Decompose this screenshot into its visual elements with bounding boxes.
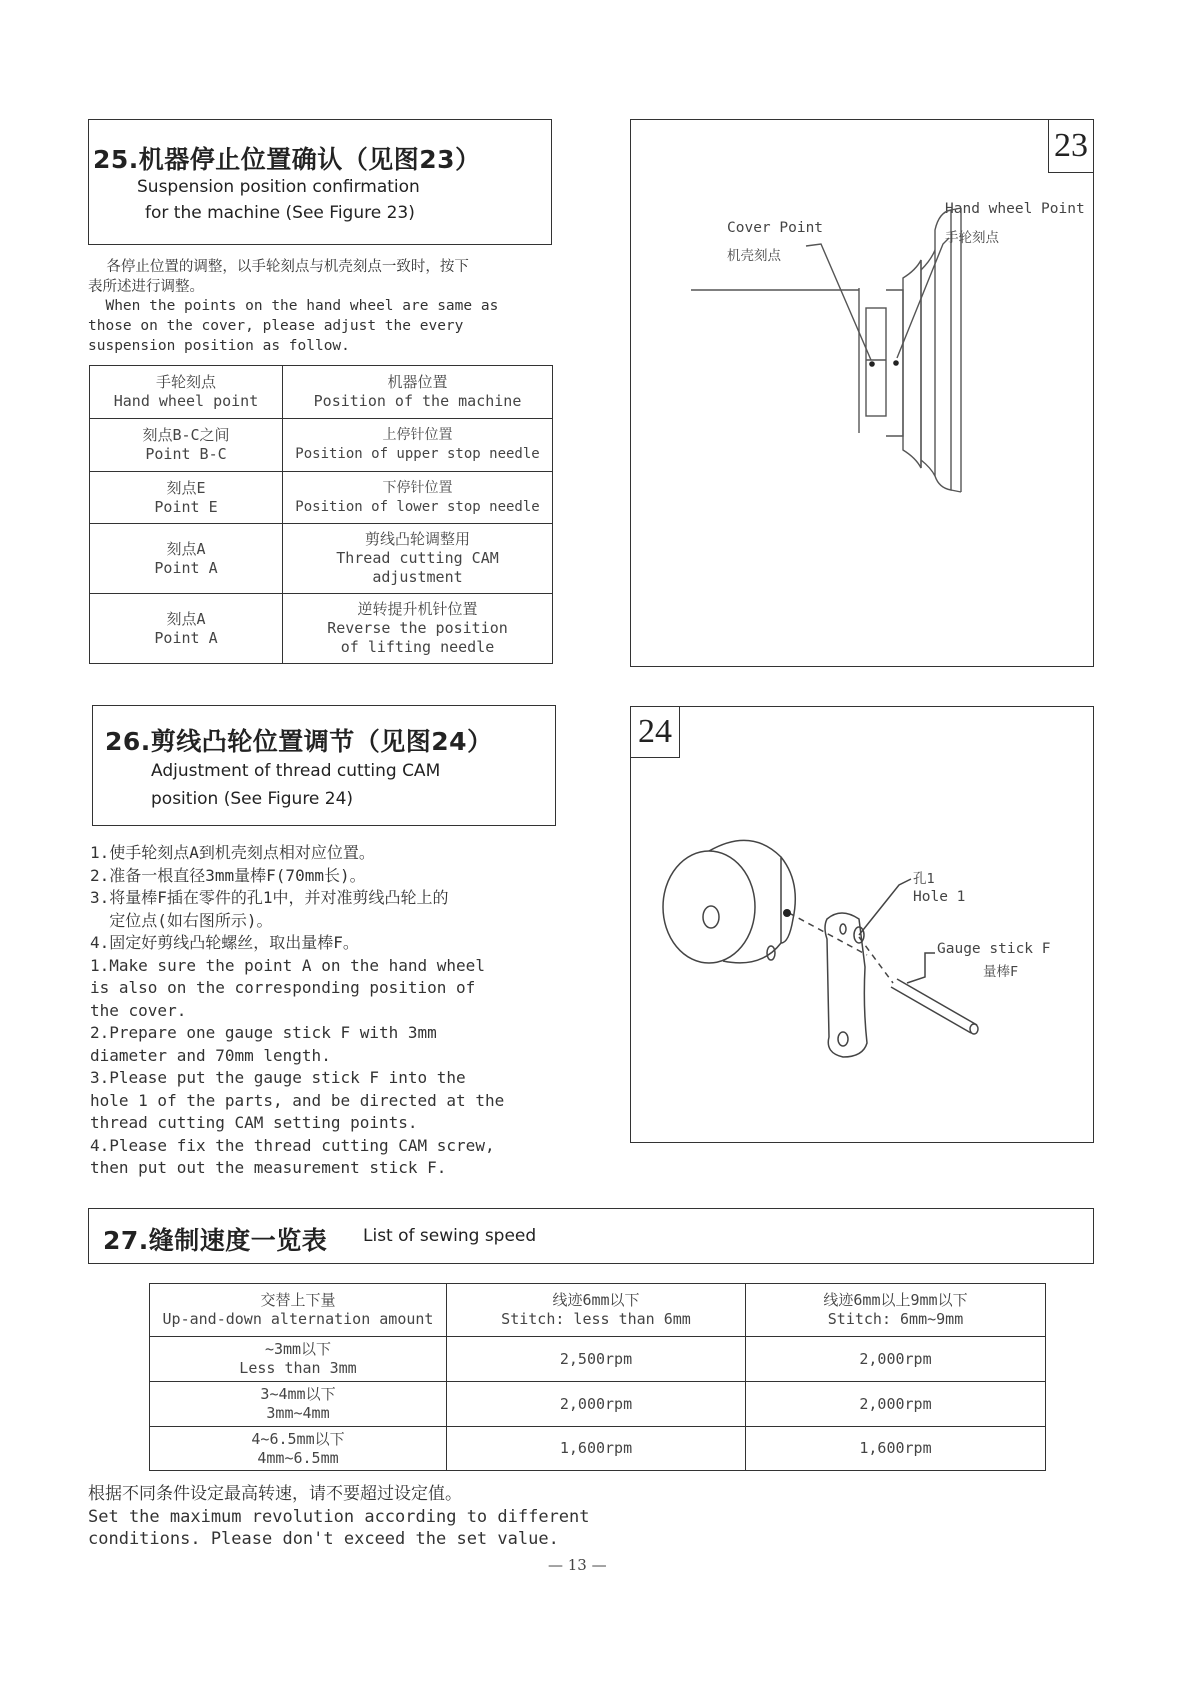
gauge-stick-label-cn: 量棒F [983,964,1019,980]
cell-cn: 下停针位置 [382,479,453,496]
speed-cell: 2,000rpm [746,1382,1046,1427]
instruction-line: 4.固定好剪线凸轮螺丝，取出量棒F。 [90,933,359,952]
section-25-header-box [88,119,552,245]
speed-cell: 2,500rpm [447,1337,746,1382]
table-cell [283,524,553,594]
header-cell-en: Position of the machine [313,392,522,410]
instruction-line: 定位点(如右图所示)。 [90,910,273,930]
cell-en: Position of upper stop needle [295,446,540,462]
table-cell [283,419,553,472]
table-cell [90,524,283,594]
cell-en: Point A [154,558,218,577]
cell-en: Position of lower stop needle [295,498,540,515]
cell-en: Reverse the position [327,619,508,637]
table-row [150,1382,1046,1427]
cell-en: Point B-C [145,445,227,463]
stop-position-table [89,365,553,664]
section-25-title: 25.机器停止位置确认（见图23） [93,145,481,174]
header-cell-en: Hand wheel point [113,392,259,410]
hand-wheel-drawing [631,120,1093,666]
table-row [150,1337,1046,1382]
cell-cn: 3~4mm以下 [260,1385,336,1403]
table-row [90,594,553,664]
hole-1-label-cn: 孔1 [913,871,935,887]
instruction-line: is also on the corresponding position of [90,978,476,997]
cell-cn: 刻点E [166,478,206,497]
figure-24-number: 24 [630,706,680,758]
section-27-subtitle: List of sewing speed [363,1226,537,1246]
cell-cn: ~3mm以下 [264,1340,332,1358]
table-cell [150,1337,447,1382]
section-25-intro-en-2: those on the cover, please adjust the every [88,318,464,334]
table-cell [283,594,553,664]
figure-23-frame [630,119,1094,667]
instruction-line: 2.Prepare one gauge stick F with 3mm [90,1023,437,1042]
cell-en-2: adjustment [372,568,463,586]
cell-en-2: of lifting needle [340,638,495,656]
section-25-subtitle-1: Suspension position confirmation [137,177,420,197]
speed-note-en-2: conditions. Please don't exceed the set value. [88,1529,559,1549]
instruction-line: thread cutting CAM setting points. [90,1113,418,1132]
section-26-subtitle-2: position (See Figure 24) [151,789,354,809]
cell-en: 4mm~6.5mm [257,1448,339,1467]
cell-en: 3mm~4mm [266,1404,330,1422]
table-cell [283,472,553,524]
hand-wheel-point-label-en: Hand wheel Point [945,201,1085,217]
instruction-line: hole 1 of the parts, and be directed at the [90,1090,505,1110]
speed-note-en-1: Set the maximum revolution according to different [88,1507,590,1527]
header-stitch-6-9mm [746,1284,1046,1337]
header-cell-cn: 交替上下量 [260,1291,336,1309]
header-alternation-amount [150,1284,447,1337]
section-25-intro-cn-2: 表所述进行调整。 [88,279,204,295]
cover-point-label-cn: 机壳刻点 [727,248,781,264]
cell-en: Point E [154,497,218,516]
speed-cell: 1,600rpm [447,1427,746,1471]
cell-cn: 逆转提升机针位置 [357,600,478,618]
instruction-line: the cover. [90,1000,187,1020]
speed-cell: 2,000rpm [746,1337,1046,1382]
instruction-line: 1.使手轮刻点A到机壳刻点相对应位置。 [90,843,375,862]
table-header-row [150,1284,1046,1337]
section-27-header-box [88,1208,1094,1264]
header-cell-cn: 手轮刻点 [155,373,216,391]
cell-cn: 刻点A [166,609,206,628]
speed-note-cn: 根据不同条件设定最高转速，请不要超过设定值。 [88,1484,462,1504]
header-hand-wheel-point [90,366,283,419]
header-cell-cn: 机器位置 [387,373,448,391]
table-header-row [90,366,553,419]
cell-cn: 剪线凸轮调整用 [364,530,470,548]
header-cell-en: Up-and-down alternation amount [162,1310,434,1328]
section-26-subtitle-1: Adjustment of thread cutting CAM [151,761,441,781]
table-cell [150,1427,447,1471]
section-26-instructions [90,842,504,1180]
section-26-title: 26.剪线凸轮位置调节（见图24） [105,727,493,756]
instruction-line: 3.将量棒F插在零件的孔1中，并对准剪线凸轮上的 [90,888,449,907]
hand-wheel-point-label-cn: 手轮刻点 [945,230,999,246]
header-stitch-less-6mm [447,1284,746,1337]
cell-cn: 4~6.5mm以下 [251,1429,345,1448]
cell-cn: 上停针位置 [382,427,453,443]
cell-cn: 刻点B-C之间 [142,426,230,444]
header-cell-cn: 线迹6mm以下 [552,1291,640,1309]
instruction-line: 3.Please put the gauge stick F into the [90,1068,466,1087]
figure-24-frame [630,706,1094,1143]
section-25-intro-en-1: When the points on the hand wheel are same as [88,298,499,314]
cell-en: Thread cutting CAM [336,549,499,567]
header-cell-cn: 线迹6mm以上9mm以下 [823,1291,968,1309]
instruction-line: 2.准备一根直径3mm量棒F(70mm长)。 [90,865,366,885]
header-cell-en: Stitch: 6mm~9mm [827,1310,964,1328]
table-row [90,472,553,524]
instruction-line: 1.Make sure the point A on the hand wheel [90,955,485,975]
speed-cell: 2,000rpm [447,1382,746,1427]
table-row [90,524,553,594]
section-25-subtitle-2: for the machine (See Figure 23) [145,203,415,223]
section-27-title: 27.缝制速度一览表 [103,1226,328,1255]
section-25-intro-cn-1: 各停止位置的调整，以手轮刻点与机壳刻点一致时，按下 [88,259,469,275]
cell-cn: 刻点A [166,539,206,558]
instruction-line: 4.Please fix the thread cutting CAM screw, [90,1135,495,1155]
cell-en: Point A [154,628,218,647]
figure-23-number: 23 [1048,119,1094,173]
table-cell [90,594,283,664]
section-25-intro-en-3: suspension position as follow. [88,338,350,354]
header-machine-position [283,366,553,419]
table-row [150,1427,1046,1471]
thread-cutting-cam-drawing [631,707,1093,1142]
table-cell [150,1382,447,1427]
table-cell [90,472,283,524]
table-row [90,419,553,472]
instruction-line: diameter and 70mm length. [90,1045,331,1065]
instruction-line: then put out the measurement stick F. [90,1158,447,1177]
sewing-speed-table [149,1283,1046,1471]
hole-1-label-en: Hole 1 [913,889,966,905]
gauge-stick-label-en: Gauge stick F [937,941,1051,957]
cell-en: Less than 3mm [239,1359,357,1377]
page-number: — 13 — [548,1556,607,1574]
header-cell-en: Stitch: less than 6mm [501,1310,691,1328]
section-26-header-box [92,705,556,826]
table-cell [90,419,283,472]
speed-cell: 1,600rpm [746,1427,1046,1471]
cover-point-label-en: Cover Point [727,220,824,236]
